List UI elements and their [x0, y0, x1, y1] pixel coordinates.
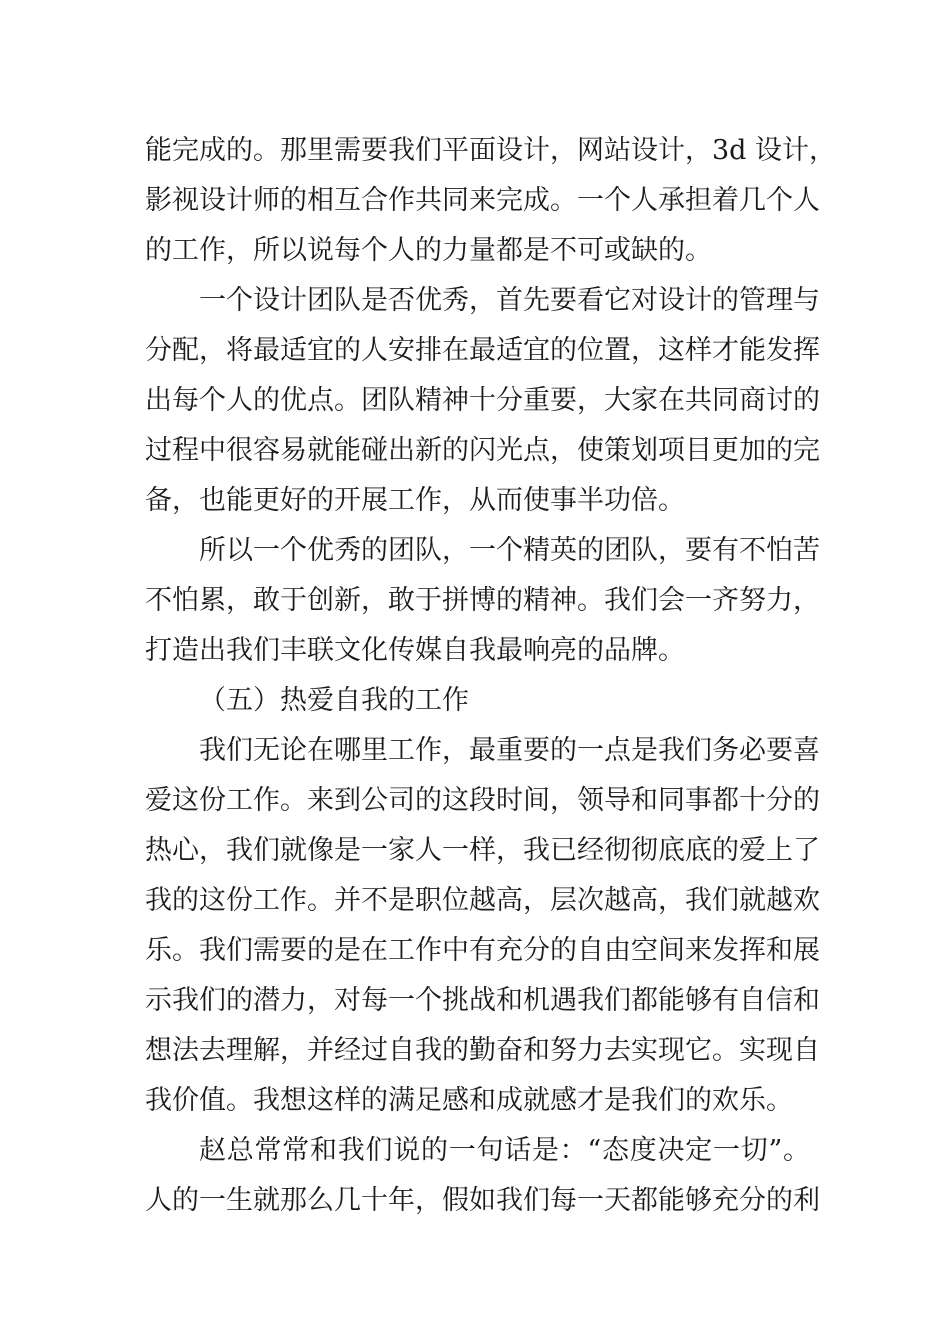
text-line: 热心，我们就像是一家人一样，我已经彻彻底底的爱上了: [145, 835, 820, 866]
text-line: 人的一生就那么几十年，假如我们每一天都能够充分的利: [145, 1185, 820, 1216]
paragraph-first-line: 一个设计团队是否优秀，首先要看它对设计的管理与: [199, 285, 820, 316]
text-line: 我的这份工作。并不是职位越高，层次越高，我们就越欢: [145, 885, 820, 916]
text-line: 乐。我们需要的是在工作中有充分的自由空间来发挥和展: [145, 935, 820, 966]
text-line: 过程中很容易就能碰出新的闪光点，使策划项目更加的完: [145, 435, 820, 466]
text-line: 爱这份工作。来到公司的这段时间，领导和同事都十分的: [145, 785, 820, 816]
text-line: 出每个人的优点。团队精神十分重要，大家在共同商讨的: [145, 385, 820, 416]
section-heading: （五）热爱自我的工作: [199, 685, 469, 716]
text-line: 想法去理解，并经过自我的勤奋和努力去实现它。实现自: [145, 1035, 820, 1066]
text-line: 分配，将最适宜的人安排在最适宜的位置，这样才能发挥: [145, 335, 820, 366]
text-line: 备，也能更好的开展工作，从而使事半功倍。: [145, 485, 685, 516]
paragraph-first-line: 所以一个优秀的团队，一个精英的团队，要有不怕苦: [199, 535, 820, 566]
text-line: 不怕累，敢于创新，敢于拼博的精神。我们会一齐努力，: [145, 585, 820, 616]
text-line: 我价值。我想这样的满足感和成就感才是我们的欢乐。: [145, 1085, 793, 1116]
paragraph-first-line: 赵总常常和我们说的一句话是：“态度决定一切”。: [199, 1135, 810, 1166]
paragraph-first-line: 我们无论在哪里工作，最重要的一点是我们务必要喜: [199, 735, 820, 766]
text-line: 打造出我们丰联文化传媒自我最响亮的品牌。: [145, 635, 685, 666]
text-line: 影视设计师的相互合作共同来完成。一个人承担着几个人: [145, 185, 820, 216]
text-line: 示我们的潜力，对每一个挑战和机遇我们都能够有自信和: [145, 985, 820, 1016]
text-line: 能完成的。那里需要我们平面设计，网站设计，3d 设计，: [145, 135, 837, 166]
text-line: 的工作，所以说每个人的力量都是不可或缺的。: [145, 235, 712, 266]
